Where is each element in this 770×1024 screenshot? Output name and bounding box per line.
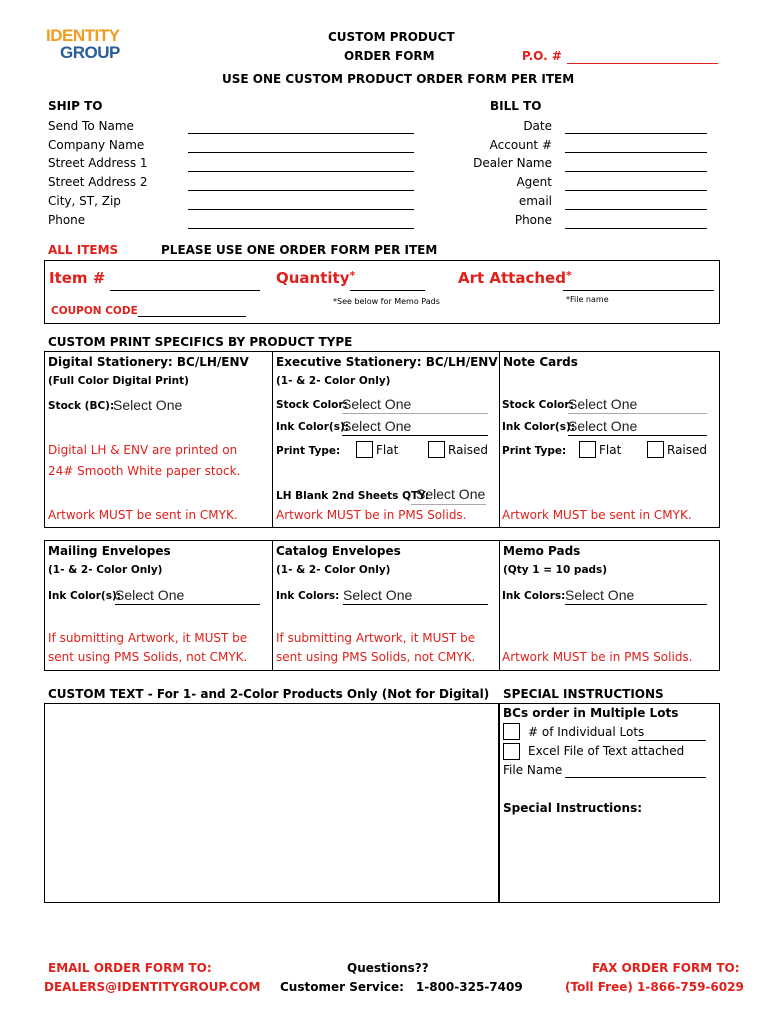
note-cards-print-label: Print Type: <box>502 445 567 457</box>
questions-label: Questions?? <box>347 961 429 975</box>
digital-note-line2: 24# Smooth White paper stock. <box>48 464 241 478</box>
executive-ink-label: Ink Color(s): <box>276 421 349 433</box>
file-name-field[interactable] <box>565 777 706 778</box>
custom-text-area[interactable] <box>44 703 499 903</box>
digital-title: Digital Stationery: BC/LH/ENV <box>48 355 249 369</box>
quantity-asterisk: * <box>349 269 356 282</box>
mailing-subtitle: (1- & 2- Color Only) <box>48 564 163 576</box>
individual-lots-field[interactable] <box>638 740 706 741</box>
file-name-label: File Name <box>503 763 563 777</box>
mailing-note-line2: sent using PMS Solids, not CMYK. <box>48 650 248 664</box>
note-cards-panel <box>499 351 720 528</box>
mailing-note-line1: If submitting Artwork, it MUST be <box>48 631 248 645</box>
excel-checkbox[interactable] <box>503 743 520 760</box>
ship-to-field[interactable] <box>188 209 414 210</box>
memo-pad-note: *See below for Memo Pads <box>333 297 440 306</box>
company-logo <box>46 27 120 61</box>
bill-to-label: Phone <box>514 213 552 227</box>
logo-line1: IDENTITY <box>46 26 120 45</box>
individual-lots-checkbox[interactable] <box>503 723 520 740</box>
note-cards-title: Note Cards <box>503 355 578 369</box>
logo-line2: GROUP <box>60 43 120 62</box>
customer-service-phone: 1-800-325-7409 <box>415 980 523 994</box>
note-cards-stock-label: Stock Color: <box>502 399 574 411</box>
memo-warning: Artwork MUST be in PMS Solids. <box>502 650 693 664</box>
executive-blank-select[interactable]: Select One <box>416 486 486 502</box>
catalog-note-line1: If submitting Artwork, it MUST be <box>276 631 476 645</box>
quantity-field[interactable] <box>350 290 425 291</box>
bill-to-label: Agent <box>516 175 552 189</box>
executive-stock-select[interactable]: Select One <box>342 396 488 414</box>
catalog-ink-label: Ink Colors: <box>276 590 340 602</box>
quantity-label <box>276 269 355 287</box>
catalog-note-line2: sent using PMS Solids, not CMYK. <box>276 650 476 664</box>
note-cards-flat-label: Flat <box>599 443 622 457</box>
art-attached-asterisk: * <box>565 269 572 282</box>
ship-to-label: Street Address 1 <box>48 156 148 170</box>
note-cards-ink-label: Ink Color(s): <box>502 421 575 433</box>
executive-ink-select[interactable]: Select One <box>342 418 488 436</box>
note-cards-ink-select[interactable]: Select One <box>568 418 707 436</box>
fax-order-number: (Toll Free) 1-866-759-6029 <box>565 980 744 994</box>
executive-title: Executive Stationery: BC/LH/ENV <box>276 355 498 369</box>
executive-subtitle: (1- & 2- Color Only) <box>276 375 391 387</box>
mailing-title: Mailing Envelopes <box>48 544 171 558</box>
quantity-label-text: Quantity <box>276 269 350 287</box>
catalog-title: Catalog Envelopes <box>276 544 401 558</box>
mailing-ink-label: Ink Color(s): <box>48 590 121 602</box>
ship-to-field[interactable] <box>188 228 414 229</box>
bill-to-label: Date <box>523 119 552 133</box>
executive-raised-checkbox[interactable] <box>428 441 445 458</box>
digital-note-line1: Digital LH & ENV are printed on <box>48 443 238 457</box>
executive-warning: Artwork MUST be in PMS Solids. <box>276 508 467 522</box>
ship-to-label: Phone <box>48 213 86 227</box>
fax-order-label: FAX ORDER FORM TO: <box>592 961 740 975</box>
memo-subtitle: (Qty 1 = 10 pads) <box>503 564 608 576</box>
customer-service-label: Customer Service: <box>280 980 404 994</box>
note-cards-flat-checkbox[interactable] <box>579 441 596 458</box>
all-items-label: ALL ITEMS <box>48 243 119 257</box>
executive-print-label: Print Type: <box>276 445 341 457</box>
file-name-note: *File name <box>566 295 609 304</box>
ship-to-field[interactable] <box>188 133 414 134</box>
special-heading: SPECIAL INSTRUCTIONS <box>503 687 664 701</box>
bill-to-field[interactable] <box>565 133 707 134</box>
ship-to-label: Street Address 2 <box>48 175 148 189</box>
digital-stock-select[interactable]: Select One <box>113 397 183 413</box>
ship-to-field[interactable] <box>188 190 414 191</box>
bill-to-field[interactable] <box>565 228 707 229</box>
executive-flat-checkbox[interactable] <box>356 441 373 458</box>
po-label: P.O. # <box>522 49 562 63</box>
special-instructions-label: Special Instructions: <box>503 801 643 815</box>
coupon-code-field[interactable] <box>138 316 246 317</box>
coupon-code-label: COUPON CODE <box>51 305 138 317</box>
ship-to-label: Send To Name <box>48 119 134 133</box>
executive-blank-underline <box>411 504 486 505</box>
po-field[interactable] <box>567 63 718 64</box>
bill-to-field[interactable] <box>565 152 707 153</box>
form-title-line2: ORDER FORM <box>344 49 435 63</box>
note-cards-stock-select[interactable]: Select One <box>568 396 707 414</box>
note-cards-raised-checkbox[interactable] <box>647 441 664 458</box>
items-box <box>44 260 720 324</box>
ship-to-field[interactable] <box>188 152 414 153</box>
mailing-ink-select[interactable]: Select One <box>115 587 260 605</box>
catalog-subtitle: (1- & 2- Color Only) <box>276 564 391 576</box>
individual-lots-label: # of Individual Lots <box>528 725 645 739</box>
bc-lots-label: BCs order in Multiple Lots <box>503 706 679 720</box>
ship-to-field[interactable] <box>188 171 414 172</box>
memo-ink-label: Ink Colors: <box>502 590 566 602</box>
memo-title: Memo Pads <box>503 544 581 558</box>
specifics-heading: CUSTOM PRINT SPECIFICS BY PRODUCT TYPE <box>48 335 353 349</box>
instruction-text: USE ONE CUSTOM PRODUCT ORDER FORM PER ITEM <box>222 72 575 86</box>
digital-stock-label: Stock (BC): <box>48 400 115 412</box>
note-cards-warning: Artwork MUST be sent in CMYK. <box>502 508 692 522</box>
bill-to-label: email <box>518 194 552 208</box>
item-number-label: Item # <box>49 269 106 287</box>
bill-to-field[interactable] <box>565 171 707 172</box>
all-items-note: PLEASE USE ONE ORDER FORM PER ITEM <box>161 243 438 257</box>
art-attached-label-text: Art Attached <box>458 269 566 287</box>
email-order-label: EMAIL ORDER FORM TO: <box>48 961 212 975</box>
digital-subtitle: (Full Color Digital Print) <box>48 375 189 387</box>
ship-to-heading: SHIP TO <box>48 99 103 113</box>
customer-service <box>280 980 523 994</box>
digital-warning: Artwork MUST be sent in CMYK. <box>48 508 238 522</box>
custom-text-heading: CUSTOM TEXT - For 1- and 2-Color Products Only (Not for Digital) <box>48 687 490 701</box>
art-attached-label <box>458 269 572 287</box>
email-order-address[interactable]: DEALERS@IDENTITYGROUP.COM <box>44 980 261 994</box>
ship-to-label: City, ST, Zip <box>48 194 121 208</box>
executive-raised-label: Raised <box>448 443 489 457</box>
bill-to-heading: BILL TO <box>490 99 542 113</box>
ship-to-label: Company Name <box>48 138 145 152</box>
bill-to-field[interactable] <box>565 209 707 210</box>
note-cards-raised-label: Raised <box>667 443 708 457</box>
excel-label: Excel File of Text attached <box>528 744 685 758</box>
memo-ink-select[interactable]: Select One <box>565 587 707 605</box>
executive-blank-label: LH Blank 2nd Sheets QTY: <box>276 490 430 502</box>
bill-to-label: Dealer Name <box>473 156 552 170</box>
bill-to-field[interactable] <box>565 190 707 191</box>
catalog-ink-select[interactable]: Select One <box>343 587 488 605</box>
bill-to-label: Account # <box>489 138 552 152</box>
art-attached-field[interactable] <box>563 290 714 291</box>
executive-flat-label: Flat <box>376 443 399 457</box>
item-number-field[interactable] <box>110 290 260 291</box>
executive-stock-label: Stock Color: <box>276 399 348 411</box>
form-title-line1: CUSTOM PRODUCT <box>328 30 455 44</box>
